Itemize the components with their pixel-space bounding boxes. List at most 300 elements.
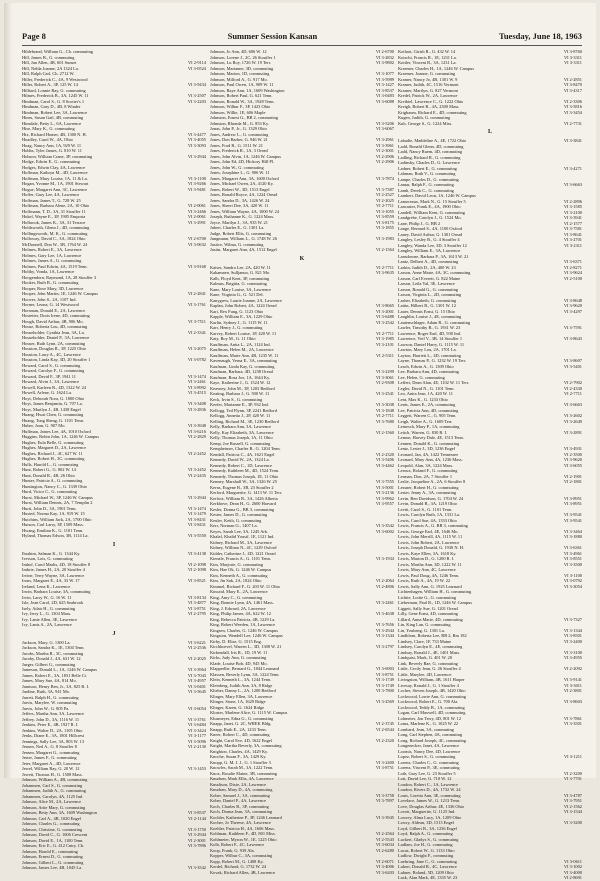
entry-phone: VI 2-4806 — [375, 583, 394, 589]
entry-name: Jennings, Sally Lee, 3A, 803 W. 13 — [22, 738, 84, 744]
entry-name: Lamoreaux, Mark N., G. 15 Stouffer 5 — [398, 198, 466, 204]
entry-name: Kirby, D. Elise, G. 1515 Eng. — [210, 638, 262, 644]
directory-column — [398, 49, 582, 880]
entry-name: Lampe, Charles D., G. commuting — [398, 176, 459, 182]
entry-phone: VI 3-1585 — [563, 204, 582, 209]
entry-name: Kingsen, Charles, G. 1246 W. Campus — [210, 627, 278, 633]
entry-name: King, J. Edward, 2A, Lawrence — [210, 605, 266, 611]
entry-phone: VI 3-2541 — [375, 391, 394, 396]
entry-phone: VI 2-2092 — [563, 666, 582, 671]
entry-name: Knapp, Ruth E., 2A, 1233 Tenn. — [210, 726, 267, 732]
entry-phone: VI 3-8603 — [563, 699, 582, 704]
entry-name: Koch, Donna Jean, 3A, commuting — [210, 809, 273, 814]
entry-name: Lichtenhagen, William H., G. commuting — [398, 589, 472, 594]
entry-name: Kari, Rex Fung, G. 1123 Ohio — [210, 308, 264, 314]
paper-title: Summer Session Kansan — [227, 31, 318, 41]
section-letter: J — [112, 630, 116, 637]
entry-phone: VI 3-2299 — [375, 369, 394, 374]
entry-phone: VI 3-4957 — [187, 678, 206, 683]
entry-phone: VI 3-1100 — [563, 572, 582, 578]
entry-name: Leonard, Jan, 4A, 1422 Tennessee — [398, 451, 459, 457]
entry-phone: VI 3-0401 — [187, 683, 206, 689]
entry-phone: VI 3-4961 — [563, 550, 582, 556]
entry-phone: VI 3-4271 — [563, 165, 582, 171]
entry-phone: VI 3-7701 — [563, 776, 582, 781]
entry-phone: VI 3-5001 — [375, 484, 394, 490]
entry-name: Jeter, Margaret A., 4D, Lawrence — [22, 760, 81, 766]
directory-entry — [210, 870, 394, 876]
entry-phone: VI 3-3961 — [375, 142, 394, 148]
entry-phone: VI 3-2569 — [375, 699, 394, 704]
entry-name: Lilly, Gene Ernst, 4D, commuting — [398, 611, 458, 616]
entry-name: Johnson, Marion, 1D, commuting — [210, 71, 270, 76]
entry-name: Holmes, Robert E., 3A, Lawrence — [22, 247, 82, 252]
entry-phone: VI 3-1983 — [375, 236, 394, 241]
entry-name: Imbrie, James H., 2A, 20 Stouffer 4 — [22, 567, 85, 572]
entry-name: Lewis, Ruth A., 4A, 19 W. 22 — [398, 578, 451, 583]
entry-name: Jones, Sandra D., 3A, 1426 W. 24 — [210, 197, 270, 203]
entry-name: Hilliard, Lonnie Ray, G. commuting — [22, 87, 86, 93]
entry-phone: VI 3-9620 — [563, 303, 582, 308]
entry-name: Keating, Barbara J., G. 500 W. 11 — [210, 391, 270, 396]
entry-phone: VI 3-3500 — [563, 561, 582, 567]
entry-name: Hooper, Rose Mary, 3D, Lawrence — [22, 285, 84, 291]
entry-name: Link, Beverly Rae, G. commuting — [398, 660, 458, 666]
entry-name: Lawton, Mary Lou, 2A, 1701 La. — [398, 347, 457, 352]
entry-name: Leitch, Warren, G. 830 R. I. — [398, 429, 448, 435]
entry-name: Kenney, Marshall W., 3A, 1326 W. 25 — [210, 479, 277, 484]
entry-phone: VI 3-9624 — [563, 270, 582, 275]
entry-phone: VI 3-9962 — [375, 495, 394, 501]
entry-name: Karvey, Robert Louise, 1P, 420 W. 11 — [210, 330, 277, 336]
entry-phone: VI 3-2797 — [375, 644, 394, 649]
entry-name: Hill, Jan Allen, 4B, 601 Sunset — [22, 60, 77, 65]
entry-phone: VI 3-8665 — [375, 303, 394, 308]
entry-name: Hooker, Ruth B., G. commuting — [22, 280, 79, 285]
entry-name: Hiller, Robert A., 3P, 125 W. 14 — [22, 82, 78, 87]
entry-name: Kakamaen, Sulljanuo, G. 821 Mo. — [210, 270, 271, 275]
entry-name: Lange, Bernard S., 4A, 1100 Oxford — [398, 226, 463, 231]
entry-name: Ladner, Robert E., G. commuting — [398, 165, 457, 171]
entry-name: Langley, Wanda Lee, 3D, 3 Stouffer 12 — [398, 242, 467, 248]
entry-phone: VI 3-9168 — [187, 263, 206, 269]
entry-name: Kim, Jin Suk, 2A, 1824 Ohio — [210, 578, 262, 583]
entry-phone: VI 3-7861 — [563, 715, 582, 721]
entry-phone: VI 3-1077 — [375, 71, 394, 76]
entry-phone: VI 3-8751 — [187, 605, 206, 611]
entry-name: Hurst, William Dennis, 2A, 7 Templin 2 — [22, 500, 93, 505]
entry-phone: VI 3-3311 — [563, 60, 582, 65]
entry-name: Hwang, Emilian K., G. 1101 Tenn. — [22, 527, 84, 533]
entry-phone: VI 2-2435 — [187, 472, 206, 478]
entry-phone: VI 3-4787 — [563, 792, 582, 798]
entry-name: Kelly, Barbara Ann, 3A, Lawrence — [210, 424, 272, 429]
entry-phone: VI 3-1934 — [375, 556, 394, 561]
entry-phone: VI 2-2896 — [563, 198, 582, 204]
entry-name: Hodges, Edwin Clay, 4A, Lawrence — [22, 164, 86, 170]
entry-name: Lombard, Jean, 3A, commuting — [398, 726, 454, 732]
entry-phone: VI 3-6221 — [187, 639, 206, 645]
entry-name: Louis, Loretta Ann, 3E, commuting — [398, 792, 461, 798]
entry-phone: VI 3-6484 — [187, 722, 206, 727]
entry-phone: VI 3-7511 — [187, 318, 206, 324]
entry-name: Kraemer, Charles H., 1A, 1246 W. Campus — [398, 65, 475, 71]
entry-name: Knudsen, Mary D., 4A, commuting — [210, 787, 273, 792]
entry-name: Imhof, Carol Marlis, 4D, 18 Stouffer 8 — [22, 561, 91, 567]
entry-phone: VI 3-7591 — [563, 325, 582, 330]
entry-phone: VI 3-8431 — [187, 522, 206, 527]
entry-name: Johnson, Raye Ann, 1A, 1609 Washington — [210, 87, 285, 93]
entry-name: Kerfoot, William R., 3A, 1426 Alberta — [210, 495, 278, 501]
entry-phone: VI 3-5206 — [375, 120, 394, 126]
entry-name: Keck, Irvin S., G. commuting — [210, 396, 263, 402]
entry-name: Kemp, Joe Russell, G. commuting — [210, 440, 271, 446]
entry-name: Jenkins, Peter E., 4B, 1927 R. I. — [22, 722, 79, 727]
entry-name: Holdsworth, Glenn J., 4D, commuting — [22, 225, 90, 230]
entry-phone: VI 3-1544 — [563, 809, 582, 814]
entry-phone: VI 3-4515 — [187, 390, 206, 395]
entry-name: Kirks, Judy Ann, G. commuting — [210, 655, 267, 660]
entry-name: Kramer, Marilyn, G. 827 Vermont — [398, 87, 458, 93]
entry-phone: VI 2-1564 — [375, 247, 394, 252]
entry-name: Khalaf, Khalid Yousif, 1E, 1121 Ind. — [210, 534, 275, 539]
entry-name: Leslie, Jacqueline A., 2A, 6 Stouffer 8 — [398, 479, 466, 484]
entry-phone: VI 2-6280 — [375, 847, 394, 853]
entry-name: Knapp, Janet, G. 2C, WREK Bldg. — [210, 721, 272, 726]
entry-name: Hughes, Eula Belle, G. commuting — [22, 439, 84, 445]
entry-name: Jungmann, William L., G. 1748 W. 26 — [210, 236, 277, 241]
entry-name: Hostetter, Doris Irene, 4D, commuting — [22, 313, 90, 318]
entry-phone: VI 3-7327 — [563, 616, 582, 622]
entry-name: Lin, Youheng, G. 1301 La. — [398, 627, 445, 633]
entry-name: Lerman, Don, 2A, 7 Stouffer 1 — [398, 473, 453, 479]
entry-phone: VI 3-8648 — [563, 297, 582, 303]
entry-phone: VI 2-5100 — [563, 275, 582, 281]
entry-name: Isle, Jean Carol, 2D, 625 Seabrook — [22, 600, 84, 605]
entry-phone: VI 3-2136 — [375, 490, 394, 495]
entry-name: Kopper, Wilbur C., 3A, commuting — [210, 853, 273, 858]
entry-name: Johnson, Artie Mary, G. commuting — [22, 804, 86, 810]
entry-name: Keuler, Keith, G. commuting — [210, 517, 262, 523]
entry-name: Jones, John Ed, 4D, Hickory Hill Pl. — [210, 159, 275, 164]
entry-name: Jones, Andrew L., G. commuting — [210, 131, 269, 137]
entry-phone: VI 3-4638 — [375, 611, 394, 616]
entry-phone: VI 3-6055 — [563, 462, 582, 468]
entry-name: Leffert, Dean Alan, 4E, 1102 W. 11 Terr. — [398, 380, 470, 385]
entry-phone: VI 2-8691 — [563, 875, 582, 880]
entry-name: Lewis, John Robert, 2A, Lawrence — [398, 539, 460, 545]
entry-phone: VI 3-6371 — [563, 259, 582, 264]
entry-name: Lentz, Lester J., 3D, 1236 Engel — [398, 446, 455, 451]
entry-name: Jones, Michael Owen, 2A, 4120 Ky. — [210, 181, 274, 186]
entry-phone: VI 3-1855 — [375, 225, 394, 230]
entry-phone: VI 2-2564 — [375, 831, 394, 836]
entry-name: Ivy, Lanie Allen, 3E, Lawrence — [22, 616, 77, 622]
entry-name: Lester, Jenny A., 3A, commuting — [398, 490, 457, 495]
entry-name: Hollingsworth, M. K., G. commuting — [22, 230, 88, 236]
entry-phone: VI 3-1749 — [375, 677, 394, 682]
entry-phone: VI 2-6700 — [187, 236, 206, 241]
entry-name: Kennedy, Thomas Joseph, 1E, 11 Ohio — [210, 473, 279, 479]
entry-name: Householder, Daniel P., 3A, Lawrence — [22, 335, 90, 340]
entry-name: Jones, Don Barber, G. 946 W. 21 — [210, 137, 268, 142]
entry-phone: VI 3-1880 — [563, 534, 582, 539]
entry-name: Jones, Sherri Dee, 3A, 420 W. 11 — [210, 203, 269, 208]
entry-name: Irvin, Larry W., G. 16 W. 11 — [22, 594, 72, 600]
entry-name: Jameson, Donald L., 1A, 1246 W. Campus — [22, 667, 98, 672]
entry-phone: VI 3-8951 — [563, 495, 582, 501]
entry-phone: VI 3-4477 — [187, 131, 206, 137]
entry-name: Lukner, Roland, 5D, 1209 Ohio — [398, 869, 454, 875]
entry-phone: VI 2-2536 — [187, 645, 206, 650]
entry-name: Hurtt, John D., 3A, 1901 Tenn. — [22, 505, 77, 511]
entry-phone: VI 3-6054 — [187, 705, 206, 711]
entry-name: Hogue, Margaret Ann, 3C, Lawrence — [22, 186, 88, 192]
entry-name: Kennedy, Robert C., 1D, Lawrence — [210, 462, 272, 468]
entry-name: Hunter, Patricia A., G. commuting — [22, 478, 83, 483]
entry-name: Jarrett, Ralph H., G. commuting — [22, 694, 79, 700]
entry-phone: VI 3-2100 — [563, 209, 582, 215]
entry-name: Lusk, Alan Mark, 4E, 1335 W. 23 — [398, 875, 458, 880]
entry-phone: VI 3-5816 — [563, 104, 582, 109]
entry-name: Larson, Anne Marie, 4A, 3C, commuting — [398, 270, 471, 275]
entry-name: Hurd, Victor C., G. commuting — [22, 489, 77, 494]
entry-name: Johnson, Carl A., 4B, 1020 Engel — [22, 815, 81, 821]
entry-phone: VI 3-3038 — [375, 402, 394, 407]
entry-name: Howell, Arlene, G. 1624 La. — [22, 390, 72, 395]
entry-phone: VI 3-7387 — [375, 186, 394, 192]
entry-phone: VI 3-7656 — [375, 622, 394, 627]
entry-name: Kerford, Marguerite, G. 1413 W. 11 Terr. — [210, 490, 283, 495]
entry-name: Logan, Carl Maxwell, 4D, commuting — [398, 710, 466, 715]
entry-name: Lorenz, Charles C., G. commuting — [398, 759, 459, 765]
entry-name: Klein, Kenneth L., 3A, 1244 Tenn. — [210, 677, 272, 682]
entry-name: Kempheimer, Charles R., G. 1204 Tenn. — [210, 446, 281, 451]
entry-name: Ladd, Ronald Glenn, 4D, commuting — [398, 143, 464, 149]
section-letter: I — [112, 541, 116, 548]
entry-name: Keefer, Marianne E., 3P, 932 Ind. — [210, 402, 269, 407]
entry-name: Ivy, Jerry L., G. 1304 Mass. — [22, 611, 72, 616]
entry-name: Leonard, Mary Ann, 4A, 1236 Mass. — [398, 457, 463, 462]
entry-phone: VI 3-0792 — [563, 578, 582, 583]
entry-name: Jones, Frederick R., 1A, 3 Oread — [210, 148, 268, 153]
entry-name: Lewis, Marion D., G. 1200 R. I. — [398, 556, 455, 561]
entry-name: Loma, Marlene K., G. 1025 W. 22 — [398, 721, 459, 726]
entry-name: Lott, David Lee, G. 710 W. 12 — [398, 776, 452, 781]
entry-name: Howard, Carolyn F., G. commuting — [22, 368, 85, 373]
entry-name: Howard, Carol S., G. commuting — [22, 362, 81, 368]
entry-name: Johnson, David E., 1A, 1100 Tenn. — [22, 837, 84, 843]
entry-name: Lawson, Daniel Harry, G. 1115 W. 11 — [398, 341, 465, 347]
section-letter: L — [487, 129, 492, 135]
entry-name: Isely, Adair H., G. commuting — [22, 605, 76, 611]
entry-name: Lowry, Aldean, 3D, 1513 Engel — [398, 820, 454, 825]
entry-phone: VI 2-7711 — [375, 413, 394, 418]
entry-name: Howell, Karleen R., 4D, 1322 W. 24 — [22, 384, 87, 390]
entry-name: Kesler, Donna G., BB 3, commuting — [210, 506, 275, 512]
entry-name: Lennen, Donald K., G. commuting — [398, 440, 460, 446]
entry-phone: VI 3-6203 — [375, 869, 394, 875]
entry-phone: VI 3-2991 — [187, 219, 206, 225]
entry-phone: VI 3-4462 — [375, 462, 394, 468]
entry-name: Kochler, Katherine P., 3P, 1246 Learnard — [210, 814, 282, 820]
entry-name: King, Philip James, 4A, 622 W. 12 — [210, 611, 271, 616]
entry-name: Klusmeyer, Edna G., G. commuting — [210, 715, 274, 721]
entry-phone: VI 3-9557 — [375, 501, 394, 506]
entry-name: Holmes, Gary Lee, 1A, Lawrence — [22, 252, 82, 258]
entry-name: Hulls, Harold L., G. commuting — [22, 461, 79, 467]
entry-phone: VI 3-7800 — [375, 688, 394, 693]
entry-name: Holtby, Vonda, 1A, Lawrence — [22, 269, 75, 274]
entry-phone: VI 3-8537 — [187, 810, 206, 815]
entry-phone: VI 2-9308 — [375, 380, 394, 385]
entry-phone: VI 2-5543 — [375, 836, 394, 842]
page-header — [22, 31, 582, 46]
entry-phone: VI 2-2906 — [375, 159, 394, 164]
entry-phone: VI 3-3093 — [187, 142, 206, 148]
entry-name: Kauffman, Helen M., 2A, Lawrence — [210, 347, 274, 352]
entry-name: Holbrook, James K., 3A, 31 Terrace — [22, 219, 86, 225]
entry-phone: VI 2-3001 — [375, 148, 394, 153]
entry-phone: VI 2-2320 — [375, 737, 394, 743]
entry-name: Hoover, John S., 2A, 1107 Ind. — [22, 296, 77, 302]
entry-name: Labadie, Maddeline A., 4E, 1722 Ohio — [398, 138, 467, 143]
entry-name: Karr, Henry J., G. commuting — [210, 325, 263, 330]
entry-phone: VI 3-8134 — [187, 594, 206, 600]
entry-name: Hughes, Robert H., 3C, commuting — [22, 456, 85, 461]
entry-name: Hildebrand, William G., Ch. commuting — [22, 49, 93, 54]
entry-phone: VI 2-6071 — [375, 858, 394, 864]
entry-name: Jarvis, John W., G. 805 Pa. — [22, 705, 70, 711]
entry-name: Knox, Rosalie Elaine, 3B, commuting — [210, 770, 277, 776]
entry-name: Kugen, Judith, G. commuting — [398, 115, 451, 120]
entry-name: Lewis, George Earl, 4E, 1646 Mo. — [398, 528, 459, 534]
entry-name: King, Rebecca Patricia, 4B, 1229 La. — [210, 616, 276, 622]
entry-name: Joseph, Ruthanne K., G. 1224 Mass. — [210, 214, 275, 219]
entry-name: Jones, Margaret Ann, 3A, 1600 Oxford — [210, 175, 279, 181]
entry-name: Hutchins, William Jack, 2A, 1700 Ohio — [22, 516, 92, 522]
entry-phone: VI 3-3311 — [563, 54, 582, 60]
entry-name: Legler, David N., G. 1101 Tenn. — [398, 385, 455, 391]
entry-name: Kauffman, Anita L., 2A, 1124 Ind. — [210, 341, 271, 347]
entry-name: Kincaid, Mary E., 2A, Lawrence — [210, 589, 268, 594]
entry-phone: VI 2-9114 — [187, 60, 206, 65]
page-number: Page 8 — [22, 31, 46, 41]
entry-name: Lee, Helen, G. commuting — [398, 374, 445, 380]
entry-phone: VI 2-7711 — [375, 264, 394, 270]
entry-name: Jenkins, Walter D., 2A, 1105 Ohio — [22, 727, 83, 733]
newspaper-page — [4, 3, 596, 880]
entry-phone: VI 3-4931 — [563, 446, 582, 451]
entry-phone: VI 3-1344 — [375, 633, 394, 638]
entry-phone: VI 3-7680 — [375, 418, 394, 424]
entry-phone: VI 3-5406 — [375, 457, 394, 462]
entry-name: Johnson, Betty Ann, 3A, 1609 Washington — [22, 810, 97, 815]
entry-phone: VI 2-1098 — [187, 567, 206, 572]
entry-name: Lawler, Timothy R., G. 1931 W. 23 — [398, 325, 461, 330]
entry-name: Larson, Leila Val, 3E, Lawrence — [398, 281, 455, 286]
entry-name: Lewis, John Merrill, 4A, 1115 W. 11 — [398, 534, 463, 539]
entry-name: Hoffman, Mary Louise, 1A, 11 & La. — [22, 175, 88, 181]
entry-name: Klapperlhe, Bernard G., 1844 Learnard — [210, 666, 280, 671]
entry-name: Lockwood, Robert E., G. 700 Ala. — [398, 699, 459, 704]
directory-entry — [398, 875, 582, 881]
directory-columns — [22, 49, 582, 880]
entry-phone: VI 3-6663 — [563, 182, 582, 187]
entry-name: Iverson, Lois, G. commuting — [22, 556, 73, 561]
entry-name: Jones, Josephine L., G. 906 W. 11 — [210, 170, 270, 175]
entry-name: Hise, Mary K., G. commuting — [22, 126, 75, 131]
entry-name: Hinsdale, Betty L., 6A, Lawrence — [22, 120, 82, 126]
entry-name: Langley, William E., 3A, Lawrence — [398, 248, 461, 253]
entry-phone: VI 3-4955 — [563, 655, 582, 660]
entry-phone: VI 3-3761 — [187, 716, 206, 722]
entry-name: Johnson, William A., 4B, commuting — [22, 777, 88, 782]
entry-name: Kim, Hae Ok, G. 1246 W. Campus — [210, 567, 272, 572]
entry-phone: VI 3-8992 — [187, 384, 206, 390]
entry-phone: VI 3-7897 — [375, 798, 394, 803]
entry-name: Koch, Charles R., 3P, commuting — [210, 803, 269, 809]
entry-name: Johnston, Rhonda M., G. 853 Ky. — [210, 120, 269, 126]
entry-name: Lane, Philip J., G. BB 2 — [398, 220, 441, 226]
entry-name: Kaufman, Rosa Joe, 1A, 1644 Ky. — [210, 374, 271, 380]
entry-phone: VI 3-8537 — [375, 87, 394, 93]
entry-name: Jacobs, Martha R., 3C, commuting — [22, 650, 84, 656]
entry-name: James, Mary Sue, 4A, 814 Mo. — [22, 678, 77, 683]
entry-name: Larkin, Judith D., 2A, 400 W. 23 — [398, 264, 456, 270]
entry-name: Langley, Lesley B., G. 4 Stouffer 4 — [398, 237, 460, 242]
entry-phone: VI 3-3011 — [563, 682, 582, 688]
entry-phone: VI 3-4006 — [375, 864, 394, 869]
entry-phone: VI 3-2101 — [375, 341, 394, 347]
entry-name: Hoffmann, T. D., 3A, 31 Stouffer 11 — [22, 208, 86, 214]
entry-phone: VI 3-8641 — [563, 231, 582, 237]
entry-name: Hodge, Edwin E., G. commuting — [22, 159, 80, 164]
entry-phone: VI 3-2542 — [375, 319, 394, 325]
entry-name: Keavney, John M., 3P, 1203 Bedford — [210, 385, 275, 391]
entry-name: Kordel, Richard, G. 1732 W. 24 — [210, 864, 266, 869]
entry-name: Koop, Frank, G. 939 Ala. — [210, 847, 255, 853]
entry-phone: VI 3-3454 — [563, 109, 582, 115]
entry-phone: VI 3-3408 — [187, 401, 206, 406]
entry-phone: VI 3-2602 — [563, 413, 582, 418]
entry-phone: VI 2-4330 — [563, 385, 582, 391]
entry-name: Johnson, Lorene J., 2C, 26 Stouffer 1 — [210, 54, 276, 60]
entry-phone: VI 3-3841 — [563, 138, 582, 143]
entry-phone: VI 3-6903 — [375, 666, 394, 671]
entry-phone: VI 3-0782 — [187, 357, 206, 362]
entry-phone: VI 2-3200 — [563, 770, 582, 776]
entry-name: Levin, Ben Davidson, G. 1704 W. 24 — [398, 495, 464, 501]
entry-name: Katy, Roy M., G. 11 Ohio — [210, 336, 256, 341]
entry-name: Lantz, Delbert A., 4D, commuting — [398, 259, 459, 264]
entry-name: Lee, Patricia Ann, 4D, commuting — [398, 407, 459, 413]
entry-name: Lessner, Robert H., G. commuting — [398, 484, 459, 490]
entry-name: Loudon, Robert C., 1A, Lawrence — [398, 781, 458, 787]
entry-name: Jones, John W., G. commuting — [210, 164, 264, 170]
entry-name: Jarvis, Marylee, W. commuting — [22, 700, 78, 705]
entry-phone: VI 3-8951 — [563, 501, 582, 506]
entry-phone — [204, 622, 206, 628]
entry-phone: VI 3-1055 — [375, 208, 394, 214]
entry-name: Johnson, Eric E., G. 412 Cntry. Cb. — [22, 843, 85, 848]
entry-name: Levitt, Carol S., G. 1101 Tenn. — [398, 506, 453, 512]
entry-name: Levin, Donald B., 3A, 1219 Ohio — [398, 501, 457, 506]
entry-phone: VI 3-1100 — [187, 175, 206, 181]
entry-name: Johnson, Charles G., commuting — [22, 821, 80, 826]
entry-name: Johnson, Ronald W., 3A, 1928 Tenn. — [210, 98, 275, 104]
entry-name: Keyes, Sarah Lee, 3A, 1245 Ark. — [210, 528, 269, 534]
